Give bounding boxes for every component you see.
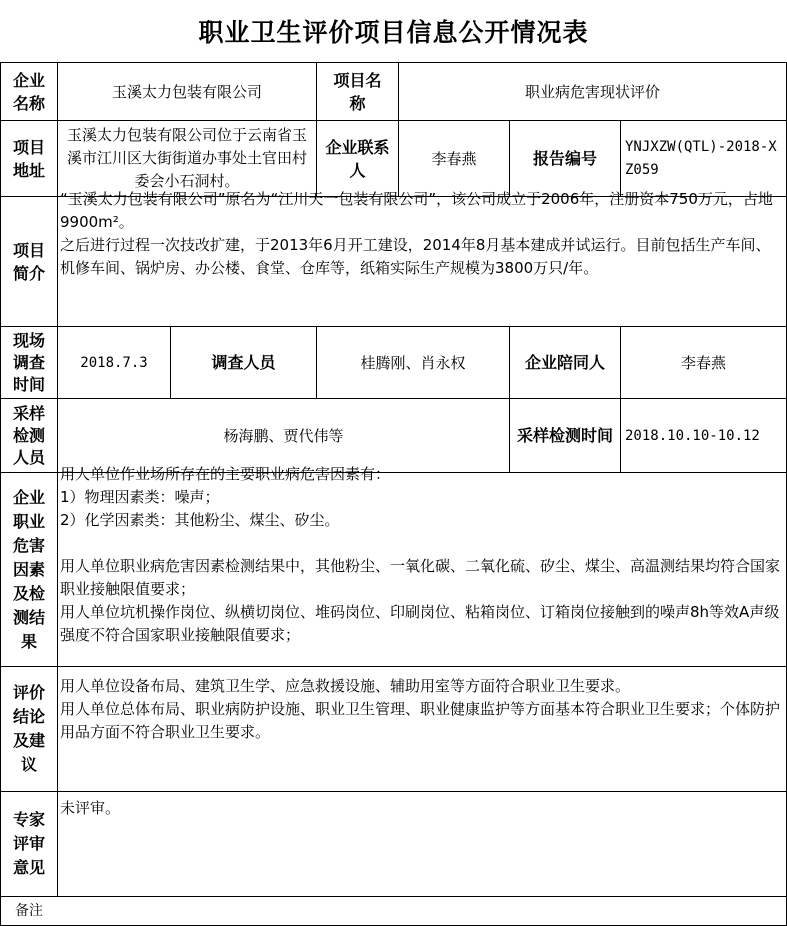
label-site-survey-date: 现场调查时间 — [12, 330, 45, 394]
blank-line — [60, 532, 784, 555]
label-company-escort: 企业陪同人 — [524, 353, 605, 372]
expert-review: 未评审。 — [60, 799, 121, 817]
label-evaluation-conclusion: 评价结论及建议 — [12, 683, 45, 774]
hazard-line: 用人单位职业病危害因素检测结果中，其他粉尘、一氧化碳、二氧化硫、矽尘、煤尘、高温测结果均符合国家职业接触限值要求； — [60, 557, 781, 598]
project-address: 玉溪太力包装有限公司位于云南省玉溪市江川区大街街道办事处土官田村委会小石洞村。 — [66, 126, 307, 190]
site-survey-date: 2018.7.3 — [80, 354, 148, 371]
conclusion-line: 用人单位总体布局、职业病防护设施、职业卫生管理、职业健康监护等方面基本符合职业卫生要求；个体防护用品方面不符合职业卫生要求。 — [60, 700, 781, 741]
label-sampling-time: 采样检测时间 — [516, 426, 613, 445]
investigators: 桂腾刚、肖永权 — [360, 353, 466, 372]
grid-line — [0, 666, 787, 667]
company-escort: 李春燕 — [680, 353, 726, 372]
company-contact: 李春燕 — [431, 149, 477, 168]
company-name: 玉溪太力包装有限公司 — [111, 82, 262, 101]
label-hazard-results: 企业职业危害因素及检测结果 — [12, 487, 45, 651]
hazard-line: 用人单位坑机操作岗位、纵横切岗位、堆码岗位、印刷岗位、粘箱岗位、订箱岗位接触到的噪声8h等效A声级强度不符合国家职业接触限值要求； — [60, 603, 780, 644]
label-report-number: 报告编号 — [532, 149, 597, 168]
label-company-name: 企业名称 — [12, 70, 45, 113]
report-number: YNJXZW(QTL)-2018-XZ059 — [625, 138, 777, 178]
sampling-staff: 杨海鹏、贾代伟等 — [223, 426, 344, 445]
hazard-line: 2）化学因素类：其他粉尘、煤尘、矽尘。 — [60, 511, 340, 529]
project-name: 职业病危害现状评价 — [524, 82, 660, 101]
conclusion-line: 用人单位设备布局、建筑卫生学、应急救援设施、辅助用室等方面符合职业卫生要求。 — [60, 677, 631, 695]
hazard-line: 1）物理因素类：噪声； — [60, 488, 220, 506]
label-investigators: 调查人员 — [211, 353, 276, 372]
grid-line — [0, 896, 787, 897]
label-expert-review: 专家评审意见 — [12, 810, 45, 877]
summary-paragraph: 之后进行过程一次技改扩建，于2013年6月开工建设，2014年8月基本建成并试运行。目前包括生产车间、机修车间、锅炉房、办公楼、食堂、仓库等，纸箱实际生产规模为3800万只/年。 — [60, 236, 771, 277]
label-sampling-staff: 采样检测人员 — [12, 403, 45, 467]
label-project-address: 项目地址 — [12, 137, 45, 180]
sampling-time: 2018.10.10-10.12 — [625, 427, 760, 444]
label-project-name: 项目名称 — [333, 70, 382, 113]
hazard-results — [60, 463, 784, 665]
label-company-contact: 企业联系人 — [325, 137, 390, 180]
hazard-line: 用人单位作业场所存在的主要职业病危害因素有： — [60, 465, 391, 483]
summary-paragraph: “玉溪太力包装有限公司”原名为“江川天一包装有限公司”，该公司成立于2006年，注册资本750万元，占地9900m²。 — [60, 190, 773, 231]
evaluation-conclusion — [60, 675, 784, 789]
label-remarks: 备注 — [15, 903, 43, 919]
label-project-summary: 项目简介 — [12, 240, 45, 283]
sheet-title: 职业卫生评价项目信息公开情况表 — [198, 18, 589, 47]
project-summary — [60, 188, 784, 325]
grid-line — [0, 791, 787, 792]
